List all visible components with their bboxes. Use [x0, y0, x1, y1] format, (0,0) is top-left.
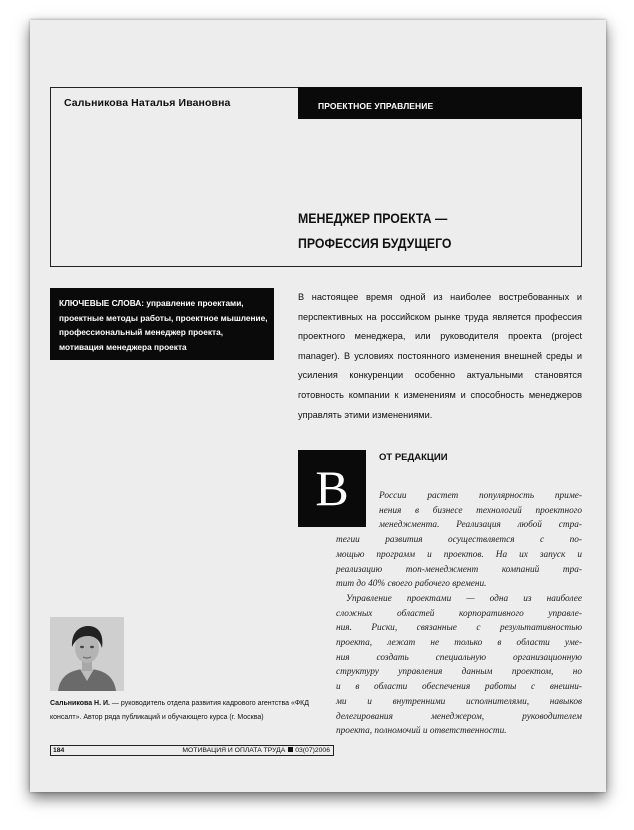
author-portrait-icon — [50, 617, 124, 691]
author-photo — [50, 617, 124, 691]
editorial-line: ния. Риски, связанные с результативностью — [336, 623, 582, 634]
journal-info — [182, 746, 330, 755]
drop-cap: В — [298, 450, 366, 527]
editorial-heading: ОТ РЕДАКЦИИ — [379, 452, 448, 463]
editorial-line: проекта, лежат не только в области уме- — [336, 638, 582, 649]
page-number: 184 — [53, 747, 65, 754]
intro-paragraph: В настоящее время одной из наиболее востребованных и перспективных на российском рынке труда является профессия проектного менеджера, или руководителя проекта (project manager). В условиях постоянного изменения внешней среды и усиления конкуренции особенно актуальными становятся готовность компании к изменениям и способность менеджеров управлять этими изменениями. — [298, 292, 582, 420]
editorial-line: делегирования менеджером, руководителем — [336, 711, 582, 722]
editorial-line: Управление проектами — одна из наиболее — [346, 593, 582, 604]
keywords-label: КЛЮЧЕВЫЕ СЛОВА: — [59, 298, 145, 308]
editorial-line: мощью программ и проектов. На их запуск и — [336, 549, 582, 560]
journal-issue: 03(07)2006 — [295, 747, 330, 754]
editorial-line: структуру управления данным проектом, но — [336, 667, 582, 678]
page-footer — [50, 745, 334, 756]
editorial-line: ми и внутренними исполнителями, навыков — [336, 696, 582, 707]
author-name: Сальникова Наталья Ивановна — [64, 97, 231, 109]
bio-name: Сальникова Н. И. — [50, 700, 110, 707]
editorial-line: тит до 40% своего рабочего времени. — [336, 579, 487, 590]
editorial-line: нения в бизнесе технологий проектного — [379, 505, 582, 516]
editorial-line: менеджмента. Реализация любой стра- — [379, 520, 582, 531]
author-bio — [50, 697, 340, 725]
editorial-line: сложных областей корпоративного управле- — [336, 608, 582, 619]
editorial-text — [336, 489, 582, 739]
editorial-line: России растет популярность приме- — [379, 491, 582, 501]
bio-text: — руководитель отдела развития кадрового агентства «ФКД консалт». Автор ряда публикаций и обучающего курса (г. Москва) — [50, 700, 309, 721]
editorial-line: реализацию топ-менеджмент компаний тра- — [336, 564, 582, 575]
journal-name: МОТИВАЦИЯ И ОПЛАТА ТРУДА — [182, 747, 286, 754]
article-title — [298, 206, 536, 256]
rubric-label: ПРОЕКТНОЕ УПРАВЛЕНИЕ — [298, 87, 582, 119]
editorial-line: и в области обеспечения работы с внешни- — [336, 682, 582, 693]
editorial-line: тегии развития осуществляется с по- — [336, 535, 582, 546]
editorial-line: проекта, полномочий и ответственности. — [336, 726, 507, 737]
title-line-2: ПРОФЕССИЯ БУДУЩЕГО — [298, 235, 452, 251]
square-icon — [288, 747, 293, 752]
editorial-line: ния создать специальную организационную — [336, 652, 582, 663]
keywords-text: управление проектами, проектные методы работы, проектное мышление, профессиональный менеджер проекта, мотивация менеджера проекта — [59, 298, 268, 352]
title-line-1: МЕНЕДЖЕР ПРОЕКТА — — [298, 210, 448, 226]
keywords-box — [50, 288, 274, 360]
